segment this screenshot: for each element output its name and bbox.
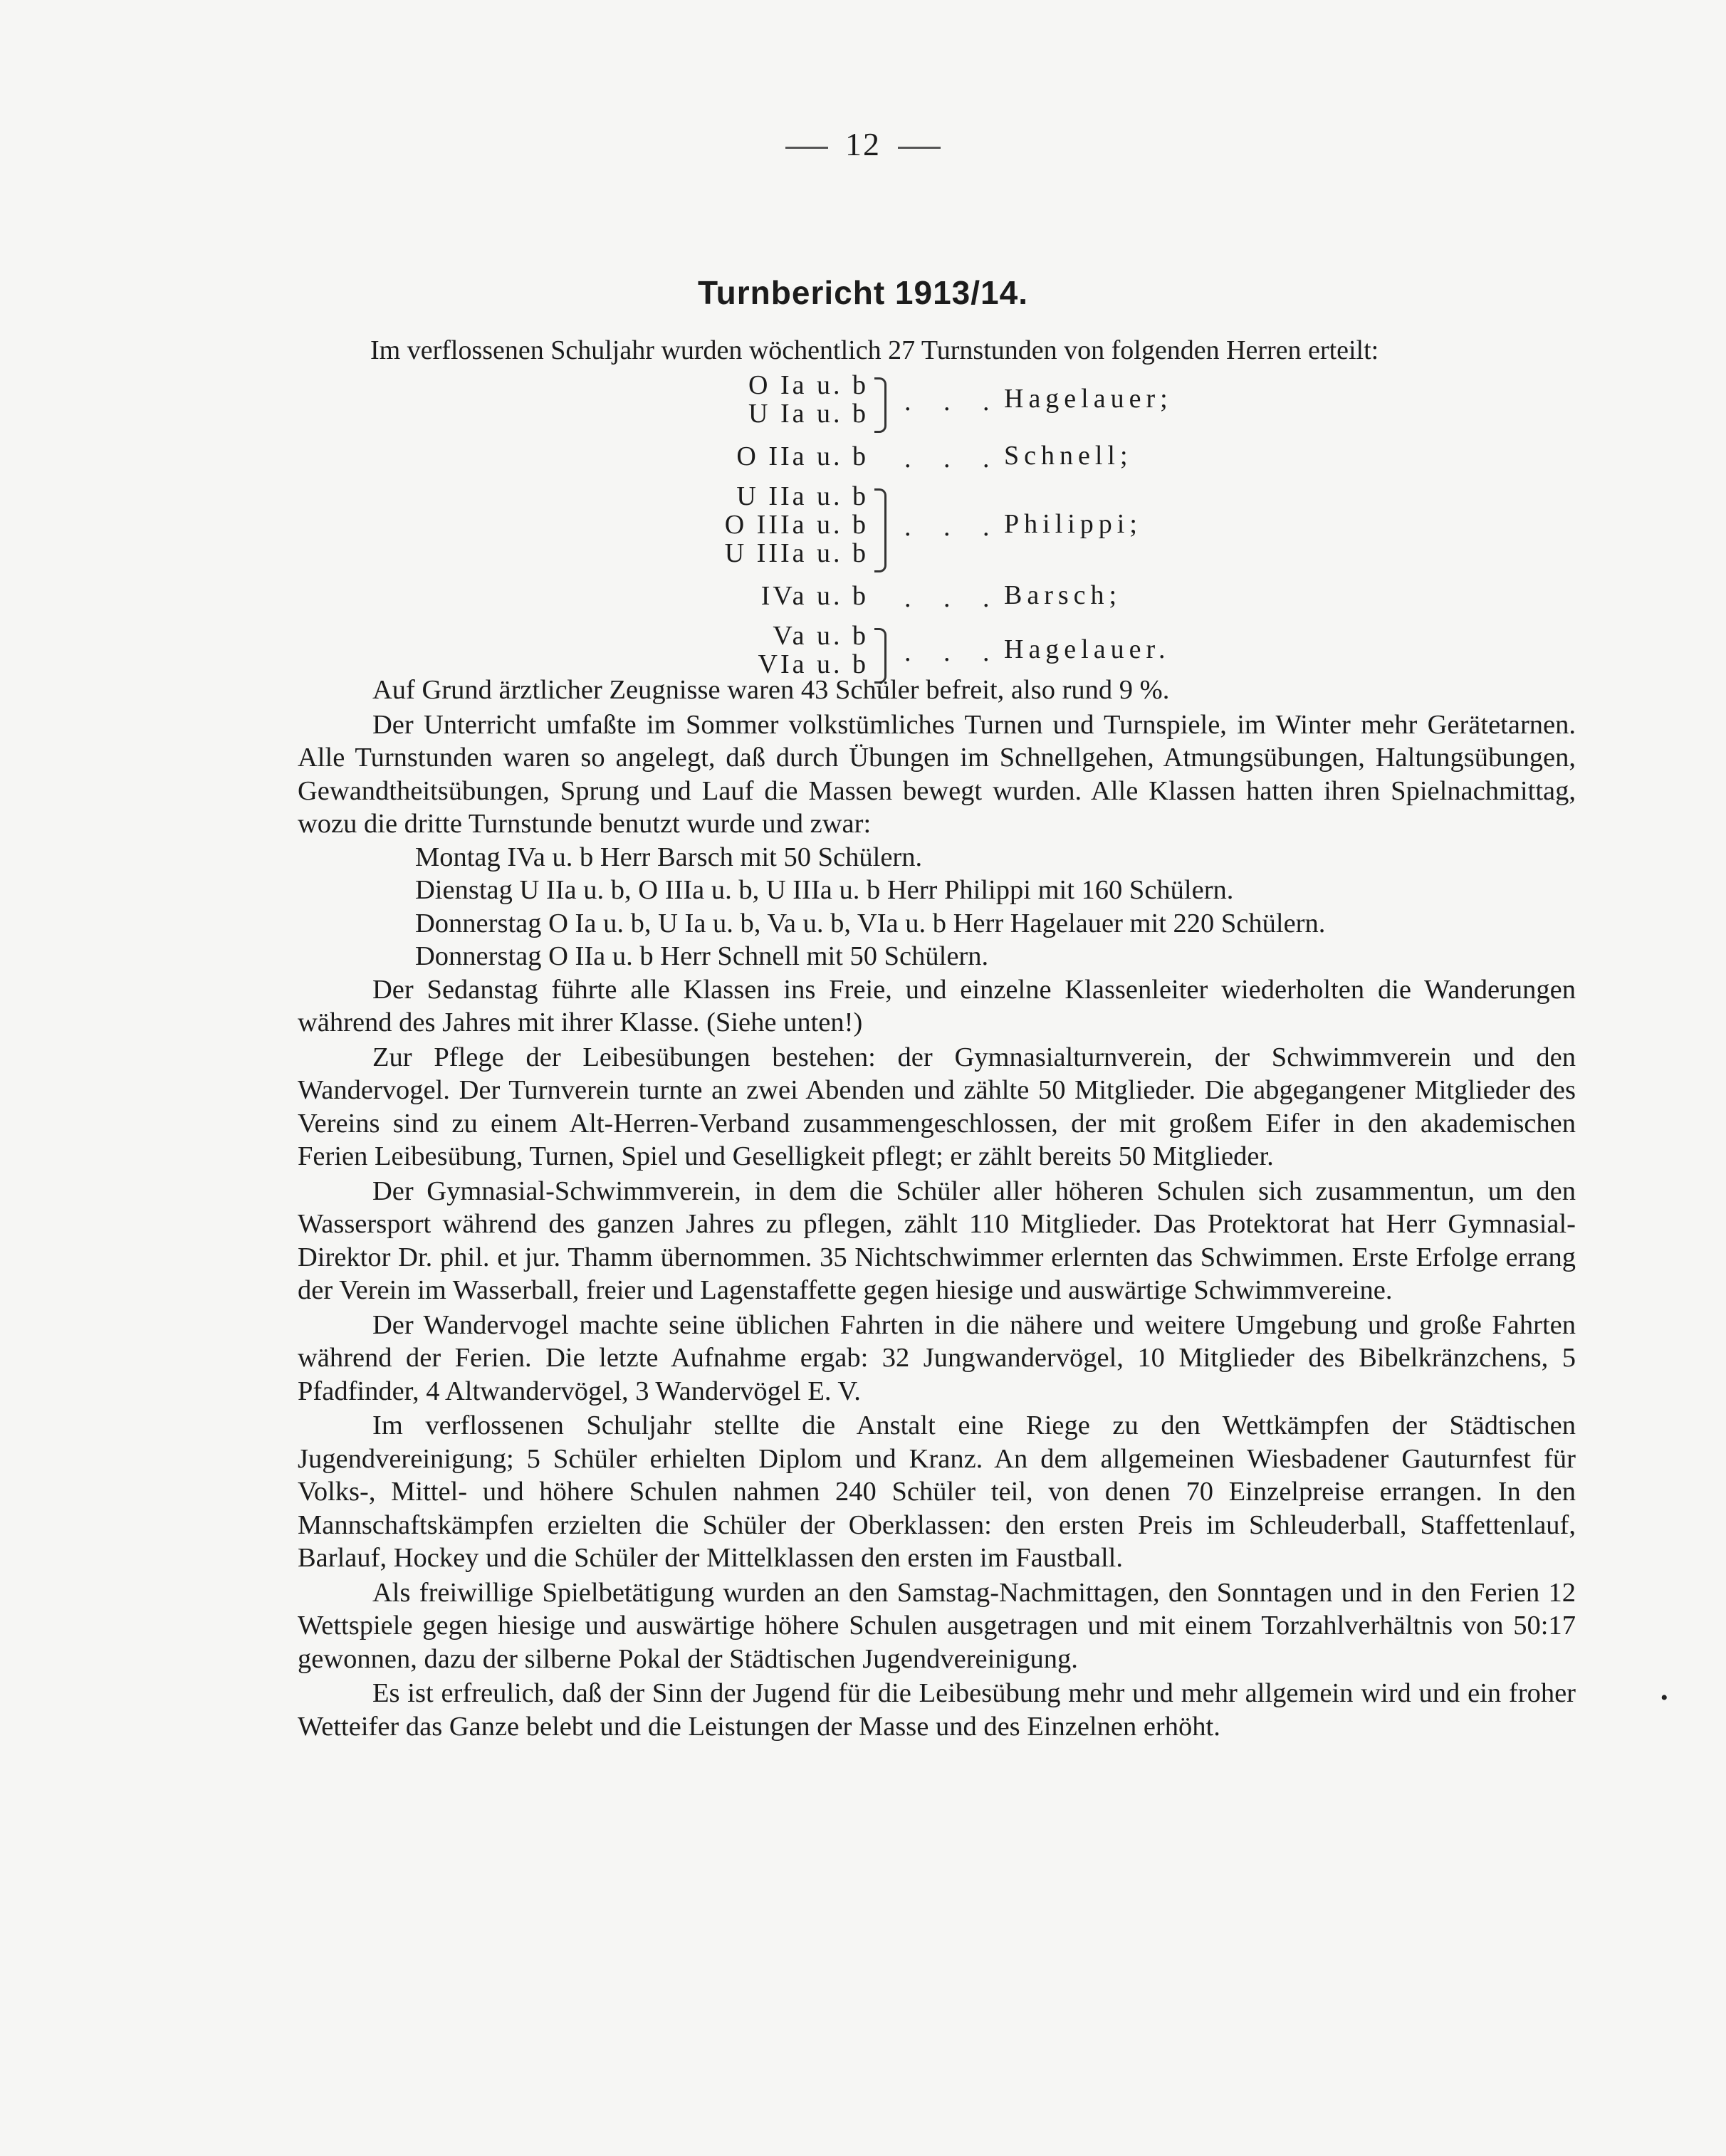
ink-speck: • [1660,1686,1668,1710]
class-label: Va u. b [773,621,869,651]
page-title: Turnbericht 1913/14. [698,274,1028,311]
paragraph-sedanstag: Der Sedanstag führte alle Klassen ins Freie, und einzelne Klassenleiter wiederholten die Wanderungen während des Jahres mit ihrer Klasse. (Siehe unten!) [298,974,1576,1037]
report-body [298,674,1576,1743]
class-label: U IIa u. b [736,481,869,511]
intro-line: Im verflossenen Schuljahr wurden wöchentlich 27 Turnstunden von folgenden Herren erteilt: [370,335,1379,365]
teacher-name: Barsch; [1004,580,1122,610]
paragraph-unterricht: Der Unterricht umfaßte im Sommer volkstümliches Turnen und Turnspiele, im Winter mehr Gerätetarnen. Alle Turnstunden waren so angelegt, daß durch Übungen im Schnellgehen, Atmungsübungen, Haltungsübungen, Gewandtheitsübungen, Sprung und Lauf die Massen bewegt wurden. Alle Klassen hatten ihren Spielnachmittag, wozu die dritte Turnstunde benutzt wurde und zwar: [298,709,1576,839]
dots: . . . [904,637,1003,667]
teacher-name: Philippi; [1004,509,1142,539]
dash-left [785,147,828,149]
brace [874,488,886,572]
paragraph-befreit: Auf Grund ärztlicher Zeugnisse waren 43 Schüler befreit, also rund 9 %. [372,675,1170,705]
brace [874,377,886,433]
paragraph-riege: Im verflossenen Schuljahr stellte die Anstalt eine Riege zu den Wettkämpfen der Städtischen Jugendvereinigung; 5 Schüler erhielten Diplom und Kranz. An dem allgemeinen Wiesbadener Gauturnfest für Volks-, Mittel- und höhere Schulen nahmen 240 Schüler teil, von denen 70 Einzelpreise errangen. In den Mannschaftskämpfen erzielten die Schüler der Oberklassen: den ersten Preis im Schleuderball, Staffettenlauf, Barlauf, Hockey und die Schüler der Mittelklassen den ersten im Faustball. [298,1411,1576,1573]
page-number-value: 12 [845,126,881,162]
schedule-row: Donnerstag O Ia u. b, U Ia u. b, Va u. b, VIa u. b Herr Hagelauer mit 220 Schülern. [415,908,1326,938]
paragraph-schluss: Es ist erfreulich, daß der Sinn der Jugend für die Leibesübung mehr und mehr allgemein wird und ein froher Wetteifer das Ganze belebt und die Leistungen der Masse und des Einzelnen erhöht. [298,1678,1576,1742]
paragraph-spielbetaetigung: Als freiwillige Spielbetätigung wurden an den Samstag-Nachmittagen, den Sonntagen und in den Ferien 12 Wettspiele gegen hiesige und auswärtige höhere Schulen ausgetragen und mit einem Torzahlverhältnis von 50:17 gewonnen, dazu der silberne Pokal der Städtischen Jugendvereinigung. [298,1577,1576,1674]
class-label: VIa u. b [758,649,869,679]
paragraph-wandervogel: Der Wandervogel machte seine üblichen Fahrten in die nähere und weitere Umgebung und große Fahrten während der Ferien. Die letzte Aufnahme ergab: 32 Jungwandervögel, 10 Mitglieder des Bibelkränzchens, 5 Pfadfinder, 4 Altwandervögel, 3 Wandervögel E. V. [298,1309,1576,1406]
dots: . . . [904,387,1003,417]
schedule-row: Montag IVa u. b Herr Barsch mit 50 Schülern. [415,842,923,872]
class-label: U IIIa u. b [724,538,869,568]
play-schedule [298,841,1576,973]
page-number [0,125,1726,163]
schedule-row: Donnerstag O IIa u. b Herr Schnell mit 50 Schülern. [415,941,989,971]
class-label: O IIIa u. b [724,510,869,540]
teacher-name: Hagelauer. [1004,634,1171,664]
class-label: U Ia u. b [748,399,869,429]
paragraph-schwimmverein: Der Gymnasial-Schwimmverein, in dem die Schüler aller höheren Schulen sich zusammentun, um den Wassersport während des ganzen Jahres zu pflegen, zählt 110 Mitglieder. Das Protektorat hat Herr Gymnasial-Direktor Dr. phil. et jur. Thamm übernommen. 35 Nichtschwimmer erlernten das Schwimmen. Erste Erfolge errang der Verein im Wasserball, freier und Lagenstaffette gegen hiesige und auswärtige Schwimmvereine. [298,1176,1576,1305]
paragraph-pflege: Zur Pflege der Leibesübungen bestehen: der Gymnasialturnverein, der Schwimmverein und den Wandervogel. Der Turnverein turnte an zwei Abenden und zählte 50 Mitglieder. Die abgegangener Mitglieder des Vereins sind zu einem Alt-Herren-Verband zusammengeschlossen, der mit großem Eifer in den akademischen Ferien Leibesübung, Turnen, Spiel und Geselligkeit pflegt; er zählt bereits 50 Mitglieder. [298,1042,1576,1171]
class-label: O Ia u. b [748,370,869,400]
dots: . . . [904,583,1003,613]
dots: . . . [904,512,1003,542]
class-label: O IIa u. b [736,441,869,471]
dash-right [898,147,941,149]
class-label: IVa u. b [760,581,869,611]
schedule-row: Dienstag U IIa u. b, O IIIa u. b, U IIIa u. b Herr Philippi mit 160 Schülern. [415,875,1234,905]
dots: . . . [904,444,1003,473]
teacher-name: Schnell; [1004,441,1133,471]
teacher-name: Hagelauer; [1004,384,1173,414]
